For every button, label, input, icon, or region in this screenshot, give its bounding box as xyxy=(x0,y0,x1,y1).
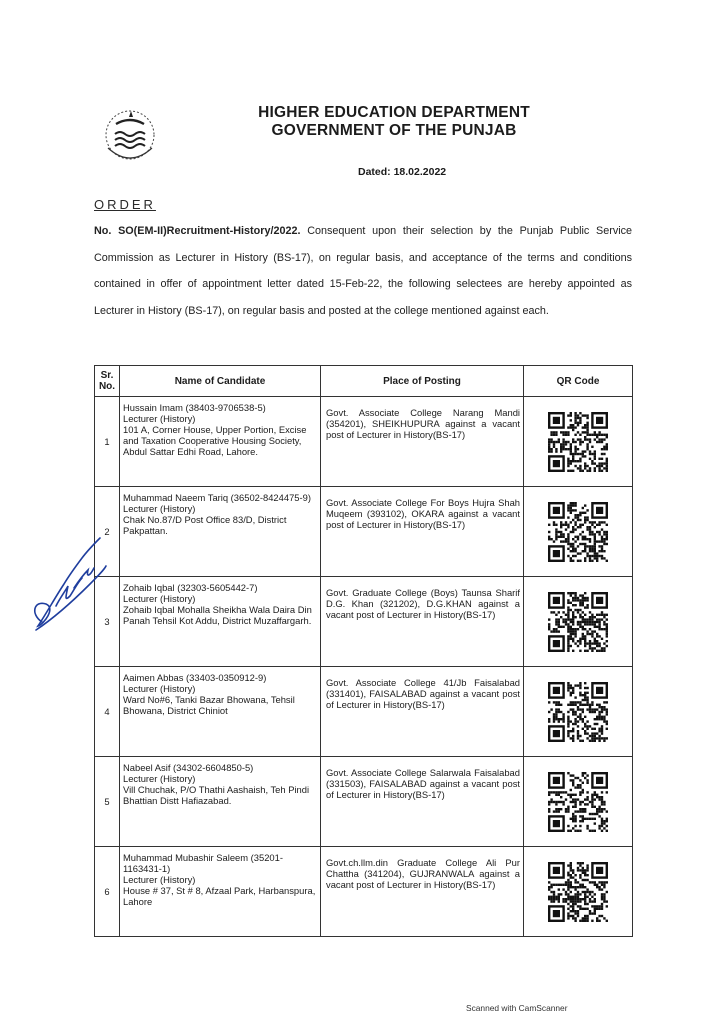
qr-code-icon xyxy=(548,862,608,922)
qr-code-icon xyxy=(548,682,608,742)
department-title: HIGHER EDUCATION DEPARTMENT xyxy=(258,104,530,121)
row-sr-no: 6 xyxy=(95,847,120,937)
order-date: Dated: 18.02.2022 xyxy=(358,166,447,178)
row-qr-code xyxy=(524,397,633,487)
row-candidate xyxy=(120,757,321,847)
row-candidate xyxy=(120,487,321,577)
order-heading: ORDER xyxy=(94,197,156,212)
candidate-details: Hussain Imam (38403-9706538-5) Lecturer (History) 101 A, Corner House, Upper Portion, Excise and Taxation Cooperative Housing Society, Abdul Sattar Edhi Road, Lahore. xyxy=(123,402,307,457)
table-row xyxy=(95,397,633,487)
candidate-details: Aaimen Abbas (33403-0350912-9) Lecturer (History) Ward No#6, Tanki Bazar Bhowana, Tehsil Bhowana, District Chiniot xyxy=(123,672,295,716)
table-row xyxy=(95,487,633,577)
qr-code-icon xyxy=(548,502,608,562)
row-place-of-posting: Govt. Associate College For Boys Hujra Shah Muqeem (393102), OKARA against a vacant post of Lecturer in History(BS-17) xyxy=(321,487,524,577)
row-qr-code xyxy=(524,667,633,757)
row-qr-code xyxy=(524,847,633,937)
row-place-of-posting: Govt. Associate College Salarwala Faisalabad (331503), FAISALABAD against a vacant post of Lecturer in History(BS-17) xyxy=(321,757,524,847)
candidate-details: Nabeel Asif (34302-6604850-5) Lecturer (History) Vill Chuchak, P/O Thathi Aashaish, Teh Pindi Bhattian Distt Hafiazabad. xyxy=(123,762,310,806)
candidate-details: Muhammad Mubashir Saleem (35201-1163431-1) Lecturer (History) House # 37, St # 8, Afzaal Park, Harbanspura, Lahore xyxy=(123,852,316,907)
qr-code-icon xyxy=(548,412,608,472)
table-header-row xyxy=(95,366,633,397)
header-qr-code: QR Code xyxy=(524,366,633,397)
table-row xyxy=(95,667,633,757)
row-sr-no: 4 xyxy=(95,667,120,757)
row-place-of-posting: Govt. Graduate College (Boys) Taunsa Sharif D.G. Khan (321202), D.G.KHAN against a vacant post of Lecturer in History(BS-17) xyxy=(321,577,524,667)
header-candidate-name: Name of Candidate xyxy=(120,366,321,397)
row-candidate xyxy=(120,847,321,937)
candidate-details: Muhammad Naeem Tariq (36502-8424475-9) Lecturer (History) Chak No.87/D Post Office 83/D, District Pakpattan. xyxy=(123,492,311,536)
row-qr-code xyxy=(524,757,633,847)
order-reference-number: No. SO(EM-II)Recruitment-History/2022. xyxy=(94,225,301,237)
scanner-footer: Scanned with CamScanner xyxy=(466,1003,568,1013)
row-candidate xyxy=(120,667,321,757)
row-place-of-posting: Govt.ch.llm.din Graduate College Ali Pur Chattha (341204), GUJRANWALA against a vacant post of Lecturer in History(BS-17) xyxy=(321,847,524,937)
row-qr-code xyxy=(524,577,633,667)
appointments-table xyxy=(94,365,633,937)
table-row xyxy=(95,577,633,667)
order-body-text: Consequent upon their selection by the Punjab Public Service Commission as Lecturer in History (BS-17), on regular basis, and acceptance of the terms and conditions contained in offer of appointment letter dated 15-Feb-22, the following selectees are hereby appointed as Lecturer in History (BS-17), on regular basis and posted at the college mentioned against each. xyxy=(94,225,633,317)
order-paragraph xyxy=(94,218,632,324)
row-sr-no: 3 xyxy=(95,577,120,667)
candidate-details: Zohaib Iqbal (32303-5605442-7) Lecturer (History) Zohaib Iqbal Mohalla Sheikha Wala Daira Din Panah Tehsil Kot Addu, District Muzaffargarh. xyxy=(123,582,312,626)
table-row xyxy=(95,757,633,847)
row-qr-code xyxy=(524,487,633,577)
row-sr-no: 5 xyxy=(95,757,120,847)
row-place-of-posting: Govt. Associate College Narang Mandi (354201), SHEIKHUPURA against a vacant post of Lecturer in History(BS-17) xyxy=(321,397,524,487)
row-sr-no: 1 xyxy=(95,397,120,487)
table-row xyxy=(95,847,633,937)
header-place-of-posting: Place of Posting xyxy=(321,366,524,397)
row-sr-no: 2 xyxy=(95,487,120,577)
row-candidate xyxy=(120,397,321,487)
government-title: GOVERNMENT OF THE PUNJAB xyxy=(271,122,517,139)
qr-code-icon xyxy=(548,772,608,832)
header-sr-no: Sr. No. xyxy=(95,366,120,397)
handwritten-signature xyxy=(26,526,108,636)
qr-code-icon xyxy=(548,592,608,652)
row-place-of-posting: Govt. Associate College 41/Jb Faisalabad (331401), FAISALABAD against a vacant post of Lecturer in History(BS-17) xyxy=(321,667,524,757)
row-candidate xyxy=(120,577,321,667)
